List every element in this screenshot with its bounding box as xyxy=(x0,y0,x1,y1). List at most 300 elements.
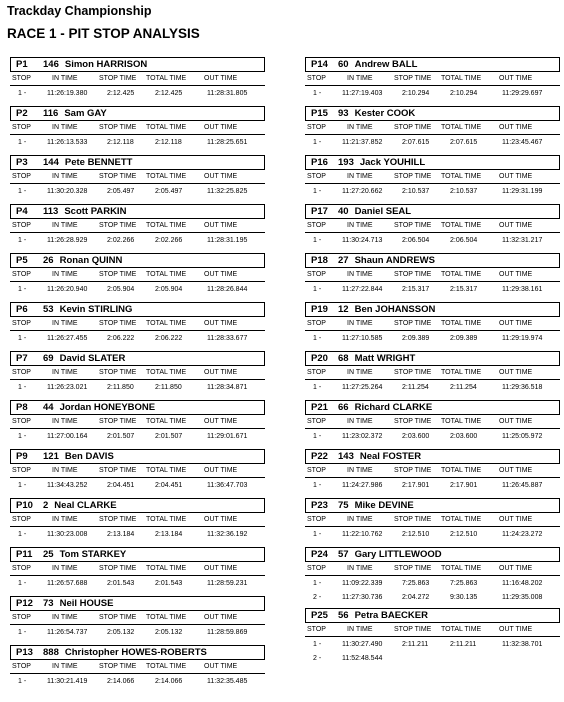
column-headers xyxy=(305,219,560,233)
pit-stop-stop-time: 2:01.507 xyxy=(107,433,135,440)
pit-stop-stop-time: 2:15.317 xyxy=(402,286,430,293)
pit-stop-stop: 1 - xyxy=(18,580,27,587)
driver-name: Simon HARRISON xyxy=(64,59,148,70)
column-header-out-time: OUT TIME xyxy=(204,467,238,474)
pit-stop-in-time: 11:30:24.713 xyxy=(342,237,383,244)
column-header-out-time: OUT TIME xyxy=(499,516,533,523)
car-number: 57 xyxy=(338,549,349,560)
pit-stop-in-time: 11:52:48.544 xyxy=(342,655,383,662)
car-number: 2 xyxy=(43,500,49,511)
pit-stop-in-time: 11:30:21.419 xyxy=(47,678,88,685)
pit-stop-row xyxy=(305,578,560,590)
pit-stop-row xyxy=(10,88,265,100)
pit-stop-stop: 1 - xyxy=(313,90,322,97)
driver-position: P10 xyxy=(16,500,33,511)
column-header-stop: STOP xyxy=(12,320,31,327)
pit-stop-stop-time: 2:14.066 xyxy=(107,678,135,685)
driver-name: Shaun ANDREWS xyxy=(354,255,435,266)
pit-stop-out-time: 11:28:26.844 xyxy=(207,286,248,293)
column-headers xyxy=(10,72,265,86)
pit-stop-total-time: 2:17.901 xyxy=(450,482,478,489)
pit-stop-in-time: 11:09:22.339 xyxy=(342,580,383,587)
pit-stop-total-time: 9:30.135 xyxy=(450,594,478,601)
column-headers xyxy=(305,268,560,282)
pit-stop-total-time: 2:03.600 xyxy=(450,433,478,440)
column-header-stop-time: STOP TIME xyxy=(99,467,137,474)
column-header-out-time: OUT TIME xyxy=(499,369,533,376)
column-headers xyxy=(10,415,265,429)
pit-stop-in-time: 11:26:13.533 xyxy=(47,139,88,146)
pit-stop-stop: 1 - xyxy=(313,580,322,587)
column-header-stop: STOP xyxy=(12,369,31,376)
driver-block xyxy=(10,57,265,106)
pit-stop-total-time: 2:13.184 xyxy=(155,531,183,538)
pit-stop-stop-time: 2:11.850 xyxy=(107,384,134,391)
column-headers xyxy=(10,121,265,135)
column-header-stop-time: STOP TIME xyxy=(99,271,137,278)
column-header-stop: STOP xyxy=(307,222,326,229)
column-header-stop: STOP xyxy=(307,75,326,82)
driver-position: P19 xyxy=(311,304,328,315)
driver-position: P24 xyxy=(311,549,328,560)
column-headers xyxy=(305,121,560,135)
column-headers xyxy=(10,464,265,478)
car-number: 73 xyxy=(43,598,54,609)
pit-stop-stop: 1 - xyxy=(313,641,322,648)
column-header-stop-time: STOP TIME xyxy=(99,516,137,523)
driver-header xyxy=(10,302,265,317)
pit-stop-row xyxy=(305,186,560,198)
pit-stop-row xyxy=(10,235,265,247)
pit-stop-out-time: 11:36:47.703 xyxy=(207,482,248,489)
column-headers xyxy=(10,366,265,380)
column-header-out-time: OUT TIME xyxy=(204,516,238,523)
column-header-in-time: IN TIME xyxy=(347,222,373,229)
pit-stop-stop: 1 - xyxy=(313,384,322,391)
column-header-total-time: TOTAL TIME xyxy=(146,467,187,474)
pit-stop-row xyxy=(10,431,265,443)
car-number: 93 xyxy=(338,108,349,119)
driver-header xyxy=(305,547,560,562)
column-header-stop: STOP xyxy=(307,418,326,425)
pit-stop-stop-time: 2:01.543 xyxy=(107,580,135,587)
column-header-in-time: IN TIME xyxy=(347,75,373,82)
driver-position: P9 xyxy=(16,451,28,462)
pit-stop-row xyxy=(10,529,265,541)
driver-block xyxy=(305,155,560,204)
pit-stop-total-time: 2:01.543 xyxy=(155,580,183,587)
column-headers xyxy=(305,464,560,478)
pit-stop-in-time: 11:22:10.762 xyxy=(342,531,383,538)
driver-name: Kester COOK xyxy=(354,108,416,119)
column-header-total-time: TOTAL TIME xyxy=(146,271,187,278)
pit-stop-row xyxy=(10,333,265,345)
pit-stop-stop: 1 - xyxy=(313,482,322,489)
pit-stop-total-time: 2:06.504 xyxy=(450,237,478,244)
driver-block xyxy=(305,106,560,155)
driver-header xyxy=(305,351,560,366)
column-header-total-time: TOTAL TIME xyxy=(146,75,187,82)
pit-stop-stop: 1 - xyxy=(313,531,322,538)
column-header-in-time: IN TIME xyxy=(347,516,373,523)
driver-header xyxy=(10,204,265,219)
column-header-stop: STOP xyxy=(307,320,326,327)
car-number: 40 xyxy=(338,206,349,217)
column-header-stop-time: STOP TIME xyxy=(99,320,137,327)
column-header-total-time: TOTAL TIME xyxy=(441,516,482,523)
pit-stop-in-time: 11:27:00.164 xyxy=(47,433,88,440)
driver-header xyxy=(10,596,265,611)
pit-stop-stop: 1 - xyxy=(313,188,322,195)
column-header-in-time: IN TIME xyxy=(52,271,78,278)
driver-position: P16 xyxy=(311,157,328,168)
pit-stop-in-time: 11:27:20.662 xyxy=(342,188,383,195)
column-header-stop: STOP xyxy=(12,418,31,425)
pit-stop-total-time: 2:05.904 xyxy=(155,286,183,293)
pit-stop-in-time: 11:30:27.490 xyxy=(342,641,383,648)
column-header-total-time: TOTAL TIME xyxy=(441,418,482,425)
pit-stop-in-time: 11:27:10.585 xyxy=(342,335,383,342)
column-headers xyxy=(10,317,265,331)
driver-block xyxy=(10,204,265,253)
driver-block xyxy=(305,302,560,351)
pit-stop-stop-time: 2:03.600 xyxy=(402,433,430,440)
pit-stop-stop: 1 - xyxy=(313,433,322,440)
driver-name: Tom STARKEY xyxy=(59,549,127,560)
driver-name: Jordan HONEYBONE xyxy=(59,402,156,413)
column-headers xyxy=(10,268,265,282)
pit-stop-out-time: 11:32:35.485 xyxy=(207,678,248,685)
pit-stop-in-time: 11:26:19.380 xyxy=(47,90,88,97)
car-number: 44 xyxy=(43,402,54,413)
driver-header xyxy=(10,57,265,72)
driver-header xyxy=(10,498,265,513)
column-header-in-time: IN TIME xyxy=(347,369,373,376)
pit-stop-row xyxy=(305,284,560,296)
pit-stop-total-time: 2:12.425 xyxy=(155,90,183,97)
driver-position: P2 xyxy=(16,108,28,119)
driver-header xyxy=(10,449,265,464)
pit-stop-stop-time: 2:04.272 xyxy=(402,594,430,601)
pit-stop-out-time: 11:28:59.231 xyxy=(207,580,248,587)
driver-header xyxy=(10,645,265,660)
driver-header xyxy=(305,302,560,317)
pit-stop-total-time: 2:11.254 xyxy=(450,384,477,391)
column-header-stop: STOP xyxy=(12,565,31,572)
column-header-stop-time: STOP TIME xyxy=(99,124,137,131)
pit-stop-stop: 1 - xyxy=(18,482,27,489)
car-number: 146 xyxy=(43,59,59,70)
column-header-stop-time: STOP TIME xyxy=(394,222,432,229)
pit-stop-stop-time: 2:02.266 xyxy=(107,237,135,244)
driver-name: Neil HOUSE xyxy=(59,598,114,609)
pit-stop-out-time: 11:32:36.192 xyxy=(207,531,248,538)
driver-name: Richard CLARKE xyxy=(354,402,433,413)
driver-block xyxy=(10,547,265,596)
driver-block xyxy=(10,645,265,694)
driver-header xyxy=(305,155,560,170)
column-headers xyxy=(305,562,560,576)
driver-position: P20 xyxy=(311,353,328,364)
driver-header xyxy=(305,400,560,415)
pit-stop-stop-time: 2:09.389 xyxy=(402,335,430,342)
driver-name: David SLATER xyxy=(59,353,126,364)
column-headers xyxy=(10,513,265,527)
driver-block xyxy=(10,155,265,204)
pit-stop-total-time: 7:25.863 xyxy=(450,580,478,587)
driver-header xyxy=(10,400,265,415)
driver-position: P23 xyxy=(311,500,328,511)
column-header-total-time: TOTAL TIME xyxy=(146,173,187,180)
column-header-in-time: IN TIME xyxy=(52,614,78,621)
pit-stop-stop: 2 - xyxy=(313,655,322,662)
column-header-stop: STOP xyxy=(307,271,326,278)
column-header-in-time: IN TIME xyxy=(52,173,78,180)
driver-header xyxy=(305,106,560,121)
column-header-in-time: IN TIME xyxy=(347,418,373,425)
driver-block xyxy=(305,608,560,669)
car-number: 53 xyxy=(43,304,54,315)
pit-stop-stop: 1 - xyxy=(18,286,27,293)
column-header-stop-time: STOP TIME xyxy=(394,467,432,474)
pit-stop-total-time: 2:10.537 xyxy=(450,188,478,195)
pit-stop-stop-time: 2:11.211 xyxy=(402,641,429,648)
driver-name: Daniel SEAL xyxy=(354,206,412,217)
pit-stop-row xyxy=(305,653,560,665)
car-number: 56 xyxy=(338,610,349,621)
pit-stop-stop: 1 - xyxy=(18,531,27,538)
column-header-total-time: TOTAL TIME xyxy=(441,271,482,278)
pit-stop-out-time: 11:24:23.272 xyxy=(502,531,543,538)
pit-stop-stop-time: 2:17.901 xyxy=(402,482,430,489)
pit-stop-in-time: 11:27:25.264 xyxy=(342,384,383,391)
column-header-in-time: IN TIME xyxy=(347,271,373,278)
car-number: 144 xyxy=(43,157,59,168)
pit-stop-out-time: 11:29:19.974 xyxy=(502,335,543,342)
column-headers xyxy=(10,611,265,625)
pit-stop-row xyxy=(10,137,265,149)
car-number: 27 xyxy=(338,255,349,266)
driver-name: Ben DAVIS xyxy=(64,451,114,462)
car-number: 60 xyxy=(338,59,349,70)
column-header-in-time: IN TIME xyxy=(52,320,78,327)
column-header-stop: STOP xyxy=(307,467,326,474)
column-header-stop-time: STOP TIME xyxy=(394,516,432,523)
column-header-total-time: TOTAL TIME xyxy=(146,663,187,670)
column-header-out-time: OUT TIME xyxy=(499,467,533,474)
pit-stop-stop: 1 - xyxy=(18,629,27,636)
pit-stop-row xyxy=(305,529,560,541)
pit-stop-out-time: 11:28:34.871 xyxy=(207,384,248,391)
car-number: 116 xyxy=(43,108,59,119)
pit-stop-row xyxy=(305,431,560,443)
driver-block xyxy=(305,351,560,400)
pit-stop-total-time: 2:01.507 xyxy=(155,433,183,440)
column-header-in-time: IN TIME xyxy=(52,222,78,229)
car-number: 193 xyxy=(338,157,354,168)
driver-header xyxy=(10,351,265,366)
driver-position: P6 xyxy=(16,304,28,315)
pit-stop-out-time: 11:23:45.467 xyxy=(502,139,543,146)
driver-position: P11 xyxy=(16,549,33,560)
driver-name: Matt WRIGHT xyxy=(354,353,416,364)
pit-stop-stop-time: 2:12.118 xyxy=(107,139,134,146)
pit-stop-stop-time: 2:05.497 xyxy=(107,188,135,195)
pit-stop-stop-time: 2:06.504 xyxy=(402,237,430,244)
driver-block xyxy=(10,498,265,547)
driver-header xyxy=(10,106,265,121)
pit-stop-total-time: 2:02.266 xyxy=(155,237,183,244)
column-header-in-time: IN TIME xyxy=(52,565,78,572)
driver-block xyxy=(10,302,265,351)
driver-position: P7 xyxy=(16,353,28,364)
column-header-stop: STOP xyxy=(307,173,326,180)
column-header-stop-time: STOP TIME xyxy=(394,173,432,180)
column-headers xyxy=(10,170,265,184)
pit-stop-in-time: 11:26:23.021 xyxy=(47,384,88,391)
pit-stop-out-time: 11:32:31.217 xyxy=(502,237,543,244)
driver-position: P14 xyxy=(311,59,328,70)
pit-stop-in-time: 11:30:23.008 xyxy=(47,531,88,538)
pit-stop-in-time: 11:27:19.403 xyxy=(342,90,383,97)
driver-position: P1 xyxy=(16,59,28,70)
driver-block xyxy=(10,253,265,302)
left-column xyxy=(10,57,265,694)
column-header-total-time: TOTAL TIME xyxy=(146,124,187,131)
column-header-in-time: IN TIME xyxy=(347,467,373,474)
pit-stop-stop-time: 2:07.615 xyxy=(402,139,430,146)
pit-stop-stop-time: 2:10.537 xyxy=(402,188,430,195)
driver-name: Mike DEVINE xyxy=(354,500,414,511)
column-header-stop: STOP xyxy=(12,663,31,670)
driver-name: Neal FOSTER xyxy=(359,451,422,462)
pit-stop-row xyxy=(305,137,560,149)
column-header-in-time: IN TIME xyxy=(347,320,373,327)
car-number: 12 xyxy=(338,304,349,315)
column-header-total-time: TOTAL TIME xyxy=(146,369,187,376)
driver-name: Ben JOHANSSON xyxy=(354,304,436,315)
column-header-stop: STOP xyxy=(12,271,31,278)
pit-stop-row xyxy=(305,88,560,100)
pit-stop-row xyxy=(10,578,265,590)
driver-name: Scott PARKIN xyxy=(64,206,127,217)
driver-block xyxy=(10,400,265,449)
pit-stop-out-time: 11:26:45.887 xyxy=(502,482,543,489)
column-header-total-time: TOTAL TIME xyxy=(441,626,482,633)
pit-stop-stop: 1 - xyxy=(18,90,27,97)
pit-stop-in-time: 11:26:57.688 xyxy=(47,580,88,587)
column-header-in-time: IN TIME xyxy=(52,663,78,670)
column-header-stop: STOP xyxy=(12,75,31,82)
driver-name: Ronan QUINN xyxy=(59,255,123,266)
column-header-stop: STOP xyxy=(307,565,326,572)
column-header-stop: STOP xyxy=(307,626,326,633)
pit-stop-in-time: 11:26:28.929 xyxy=(47,237,88,244)
driver-block xyxy=(305,253,560,302)
driver-header xyxy=(305,449,560,464)
column-headers xyxy=(305,366,560,380)
column-header-total-time: TOTAL TIME xyxy=(146,418,187,425)
column-headers xyxy=(305,623,560,637)
pit-stop-in-time: 11:26:54.737 xyxy=(47,629,88,636)
pit-stop-stop: 1 - xyxy=(313,139,322,146)
pit-stop-row xyxy=(10,627,265,639)
driver-position: P21 xyxy=(311,402,328,413)
column-header-in-time: IN TIME xyxy=(52,516,78,523)
column-header-stop-time: STOP TIME xyxy=(99,565,137,572)
pit-stop-total-time: 2:06.222 xyxy=(155,335,183,342)
driver-name: Christopher HOWES-ROBERTS xyxy=(64,647,207,658)
column-header-out-time: OUT TIME xyxy=(204,663,238,670)
column-header-stop-time: STOP TIME xyxy=(394,418,432,425)
column-header-stop: STOP xyxy=(307,124,326,131)
column-header-stop-time: STOP TIME xyxy=(99,418,137,425)
column-header-out-time: OUT TIME xyxy=(204,124,238,131)
driver-block xyxy=(10,351,265,400)
driver-name: Pete BENNETT xyxy=(64,157,133,168)
driver-header xyxy=(305,498,560,513)
pit-stop-row xyxy=(305,333,560,345)
column-header-stop: STOP xyxy=(12,614,31,621)
pit-stop-total-time: 2:11.211 xyxy=(450,641,477,648)
column-header-in-time: IN TIME xyxy=(52,75,78,82)
pit-stop-out-time: 11:28:31.805 xyxy=(207,90,248,97)
driver-name: Neal CLARKE xyxy=(54,500,117,511)
driver-position: P8 xyxy=(16,402,28,413)
column-header-stop-time: STOP TIME xyxy=(99,614,137,621)
column-header-out-time: OUT TIME xyxy=(204,75,238,82)
pit-stop-stop-time: 2:12.510 xyxy=(402,531,430,538)
pit-stop-out-time: 11:25:05.972 xyxy=(502,433,543,440)
pit-stop-row xyxy=(10,676,265,688)
pit-stop-out-time: 11:32:25.825 xyxy=(207,188,248,195)
column-header-stop-time: STOP TIME xyxy=(394,75,432,82)
column-header-in-time: IN TIME xyxy=(347,124,373,131)
driver-name: Sam GAY xyxy=(64,108,107,119)
pit-stop-stop-time: 2:12.425 xyxy=(107,90,135,97)
car-number: 25 xyxy=(43,549,54,560)
column-header-total-time: TOTAL TIME xyxy=(146,614,187,621)
pit-stop-total-time: 2:12.510 xyxy=(450,531,478,538)
column-header-stop: STOP xyxy=(12,222,31,229)
column-header-stop: STOP xyxy=(307,369,326,376)
column-headers xyxy=(305,72,560,86)
pit-stop-in-time: 11:23:02.372 xyxy=(342,433,383,440)
column-header-total-time: TOTAL TIME xyxy=(441,173,482,180)
column-headers xyxy=(305,513,560,527)
column-header-out-time: OUT TIME xyxy=(204,614,238,621)
car-number: 121 xyxy=(43,451,59,462)
column-header-total-time: TOTAL TIME xyxy=(441,320,482,327)
column-header-stop: STOP xyxy=(12,124,31,131)
driver-block xyxy=(10,449,265,498)
column-headers xyxy=(305,415,560,429)
driver-block xyxy=(305,547,560,608)
car-number: 113 xyxy=(43,206,59,217)
column-header-out-time: OUT TIME xyxy=(204,418,238,425)
column-headers xyxy=(305,317,560,331)
driver-header xyxy=(305,253,560,268)
driver-position: P13 xyxy=(16,647,33,658)
race-title: RACE 1 - PIT STOP ANALYSIS xyxy=(7,26,200,41)
column-header-total-time: TOTAL TIME xyxy=(146,516,187,523)
driver-block xyxy=(305,400,560,449)
column-header-out-time: OUT TIME xyxy=(204,173,238,180)
pit-stop-out-time: 11:29:36.518 xyxy=(502,384,543,391)
pit-stop-stop-time: 2:05.132 xyxy=(107,629,135,636)
pit-stop-in-time: 11:26:20.940 xyxy=(47,286,88,293)
pit-stop-stop-time: 2:06.222 xyxy=(107,335,135,342)
